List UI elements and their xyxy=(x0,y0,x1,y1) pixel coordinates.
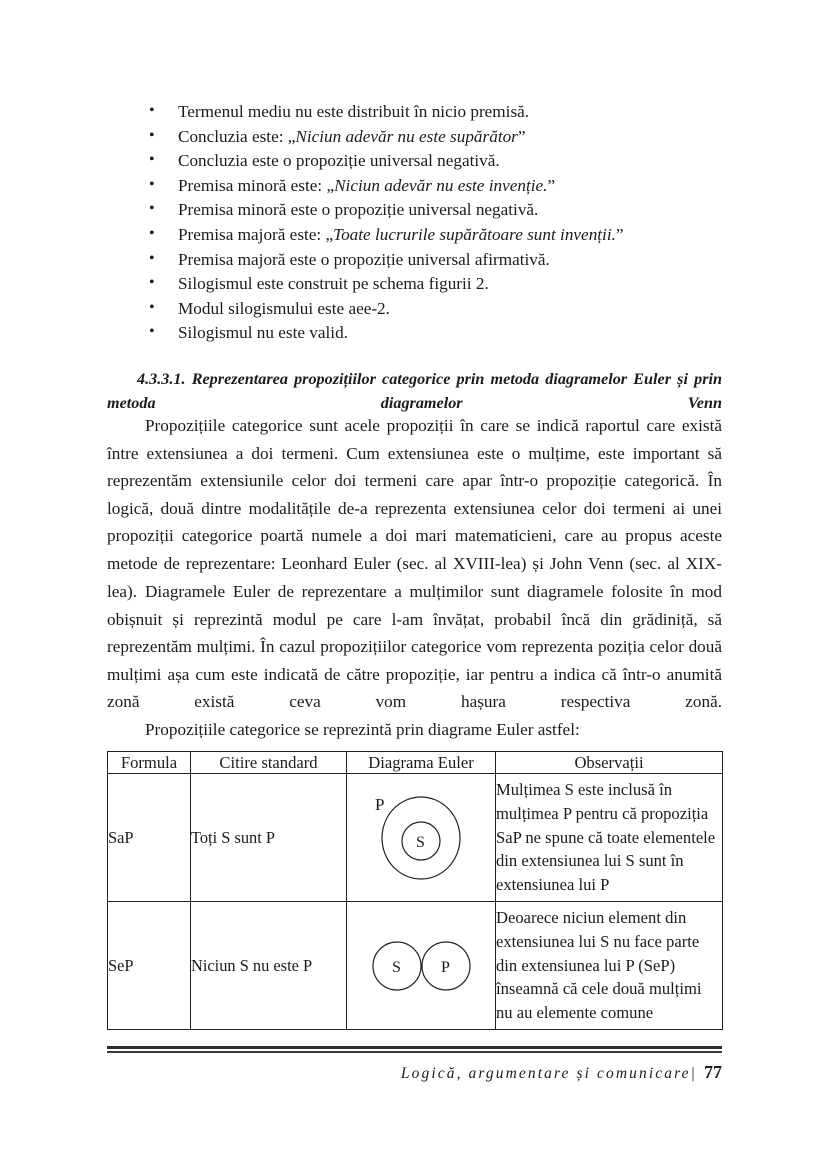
diagram-label-s: S xyxy=(391,959,401,976)
bullet-text: Silogismul nu este valid. xyxy=(178,323,348,343)
euler-diagram-table xyxy=(107,751,723,1030)
diagram-label-p: P xyxy=(374,795,384,814)
footer-separator: | xyxy=(690,1064,697,1082)
diagram-label-s: S xyxy=(415,834,425,851)
euler-diagram-s-inside-p xyxy=(354,785,489,890)
euler-diagram-s-disjoint-p xyxy=(354,913,489,1018)
bullet-text: Concluzia este o propoziție universal negativă. xyxy=(178,151,500,171)
bullet-text-prefix: Premisa majoră este: „ xyxy=(178,224,334,244)
bullet-text-suffix: ” xyxy=(517,126,526,146)
bullet-text-suffix: ” xyxy=(547,175,556,195)
paragraph-1: Propozițiile categorice sunt acele propoziții în care se indică raportul care există între extensiunea a doi termeni. Cum extensiunea este o mulțime, este important să reprezentăm extensiunile celor doi termeni care apar într-o propoziție categorică. În logică, două dintre modalitățile de-a reprezenta extensiunea celor doi termeni ai unei propoziții categorice poartă numele a doi mari matematicieni, care au propus aceste metode de reprezentare: Leonhard Euler (sec. al XVIII-lea) și John Venn (sec. al XIX-lea). xyxy=(107,416,722,601)
footer-rule-thin xyxy=(107,1051,722,1053)
page-number: 77 xyxy=(704,1061,722,1082)
bullet-text-italic: Niciun adevăr nu este supărător xyxy=(295,126,518,146)
bullet-text-prefix: Concluzia este: „ xyxy=(178,126,296,146)
diagram-label-p: P xyxy=(440,959,450,976)
column-header-citire-standard: Citire standard xyxy=(191,752,347,774)
cell-observatii-sep: Deoarece niciun element din extensiunea lui S nu face parte din extensiunea lui P (SeP) înseamnă că cele două mulțimi nu au elemente comune xyxy=(496,902,723,1030)
column-header-observatii: Observații xyxy=(496,752,723,774)
list-item xyxy=(107,100,722,125)
table-row xyxy=(108,774,723,902)
list-item xyxy=(107,149,722,174)
cell-observatii-sap: Mulțimea S este inclusă în mulțimea P pentru că propoziția SaP ne spune că toate elementele din extensiunea lui S sunt în extensiunea lui P xyxy=(496,774,723,902)
list-item xyxy=(107,198,722,223)
table-header-row xyxy=(108,752,723,774)
footer-title: Logică, argumentare și comunicare xyxy=(400,1064,691,1082)
euler-diagram-svg xyxy=(354,785,489,890)
list-item xyxy=(107,125,722,150)
cell-diagram-sap xyxy=(347,774,496,902)
bullet-text-prefix: Premisa minoră este: „ xyxy=(178,175,335,195)
cell-citire-sep: Niciun S nu este P xyxy=(191,902,347,1030)
table-row xyxy=(108,902,723,1030)
list-item xyxy=(107,297,722,322)
euler-diagram-svg xyxy=(354,913,489,1018)
bullet-text: Premisa majoră este o propoziție universal afirmativă. xyxy=(178,249,550,269)
list-item xyxy=(107,321,722,346)
paragraph-3: Propozițiile categorice se reprezintă prin diagrame Euler astfel: xyxy=(145,720,580,739)
list-item xyxy=(107,174,722,199)
section-heading-text: 4.3.3.1. Reprezentarea propozițiilor categorice prin metoda diagramelor Euler și prin metoda diagramelor Venn xyxy=(107,370,722,412)
page-footer xyxy=(107,1046,722,1083)
list-item xyxy=(107,248,722,273)
cell-formula-sep: SeP xyxy=(108,902,191,1030)
bullet-text-suffix: ” xyxy=(615,224,624,244)
list-item xyxy=(107,223,722,248)
bullet-text: Premisa minoră este o propoziție universal negativă. xyxy=(178,200,539,220)
footer-text xyxy=(107,1062,722,1083)
paragraph-2: Diagramele Euler de reprezentare a mulțimilor sunt diagramele folosite în mod obișnuit și reprezintă modul pe care l-am învățat, probabil încă din grădiniță, să reprezentăm mulțimi. În cazul propozițiilor categorice vom reprezenta poziția celor două mulțimi așa cum este indicată de către propoziție, iar pentru a indica că într-o anumită zonă există ceva vom hașura respectiva zonă. xyxy=(107,582,722,712)
column-header-diagrama-euler: Diagrama Euler xyxy=(347,752,496,774)
bullet-text: Silogismul este construit pe schema figurii 2. xyxy=(178,274,489,294)
column-header-formula: Formula xyxy=(108,752,191,774)
bullet-text-italic: Niciun adevăr nu este invenție. xyxy=(334,175,548,195)
conclusion-bullet-list xyxy=(107,100,722,346)
cell-diagram-sep xyxy=(347,902,496,1030)
list-item xyxy=(107,272,722,297)
bullet-text-italic: Toate lucrurile supărătoare sunt invenții. xyxy=(333,224,616,244)
cell-formula-sap: SaP xyxy=(108,774,191,902)
bullet-text: Modul silogismului este aee-2. xyxy=(178,298,390,318)
cell-citire-sap: Toți S sunt P xyxy=(191,774,347,902)
bullet-text: Termenul mediu nu este distribuit în nicio premisă. xyxy=(178,102,530,121)
